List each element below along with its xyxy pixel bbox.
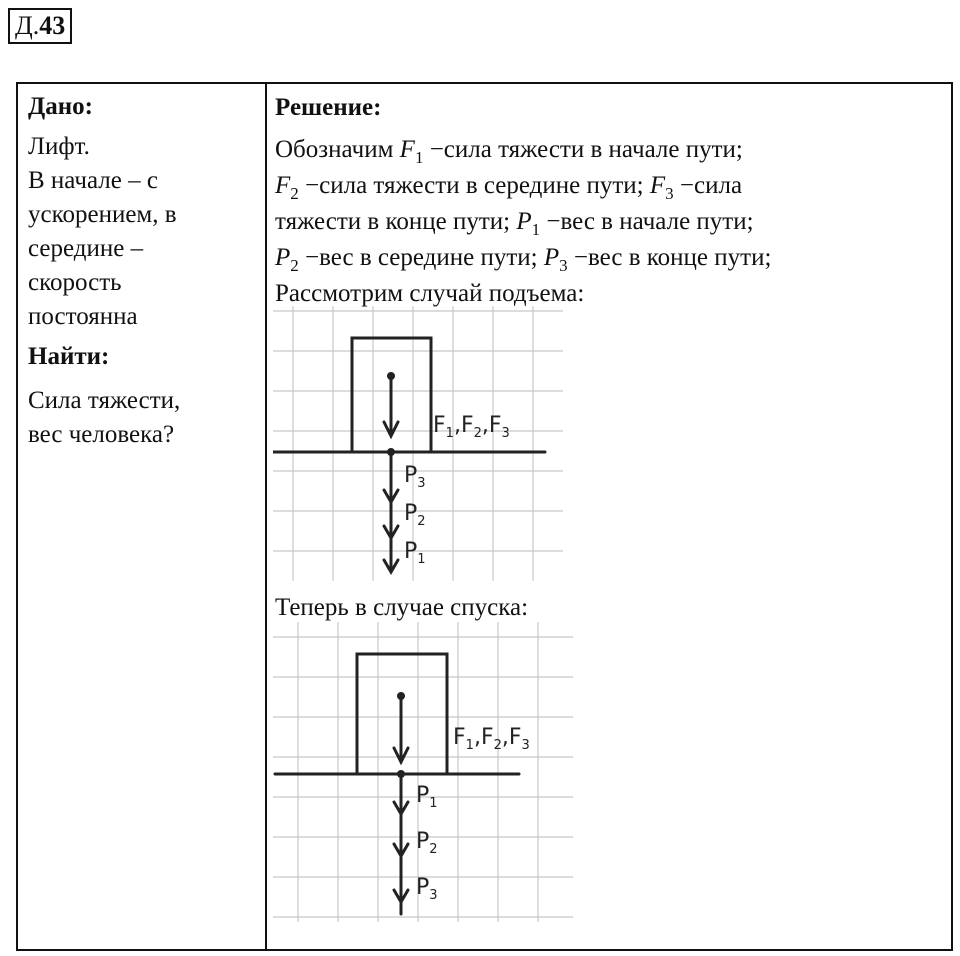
weight-label: $P_1$ (416, 783, 438, 811)
solution-line-2: $F_2$ −сила тяжести в середине пути; $F_3$ −сила (275, 172, 743, 203)
task-prefix: Д. (15, 11, 40, 40)
column-divider (265, 84, 267, 949)
weight-label: $P_3$ (404, 463, 426, 491)
lift-up-caption: Рассмотрим случай подъема: (275, 280, 585, 307)
task-number-badge (8, 8, 72, 44)
given-column (28, 90, 258, 452)
force-labels: $F_1,F_2,F_3$ (453, 725, 530, 753)
force-labels: $F_1,F_2,F_3$ (433, 413, 510, 441)
find-heading: Найти: (28, 343, 110, 370)
solution-heading: Решение: (275, 94, 382, 121)
solution-table (16, 82, 953, 951)
given-line: постоянна (28, 303, 138, 330)
weight-label: $P_1$ (404, 539, 426, 567)
solution-line-1: Обозначим $F_1$ −сила тяжести в начале пути; (275, 136, 743, 167)
given-line: середине – (28, 235, 144, 262)
task-number: 43 (39, 11, 66, 40)
solution-line-4: $P_2 -вес$ в середине пути; $P_3 -вес$ в конце пути; (275, 244, 772, 275)
lift-up-sketch (273, 306, 563, 581)
solution-column (275, 90, 945, 312)
lift-down-sketch (273, 622, 573, 922)
given-line: ускорением, в (28, 201, 177, 228)
find-line: вес человека? (28, 421, 175, 448)
given-line: скорость (28, 269, 122, 296)
weight-label: $P_2$ (416, 829, 438, 857)
given-heading: Дано: (28, 93, 93, 120)
find-line: Сила тяжести, (28, 387, 181, 414)
given-line: Лифт. (28, 133, 90, 160)
weight-label: $P_3$ (416, 875, 438, 903)
solution-line-3: тяжести в конце пути; $P_1 -вес$ в начале пути; (275, 208, 754, 239)
lift-down-caption: Теперь в случае спуска: (275, 594, 529, 621)
given-line: В начале – с (28, 167, 158, 194)
weight-label: $P_2$ (404, 501, 426, 529)
